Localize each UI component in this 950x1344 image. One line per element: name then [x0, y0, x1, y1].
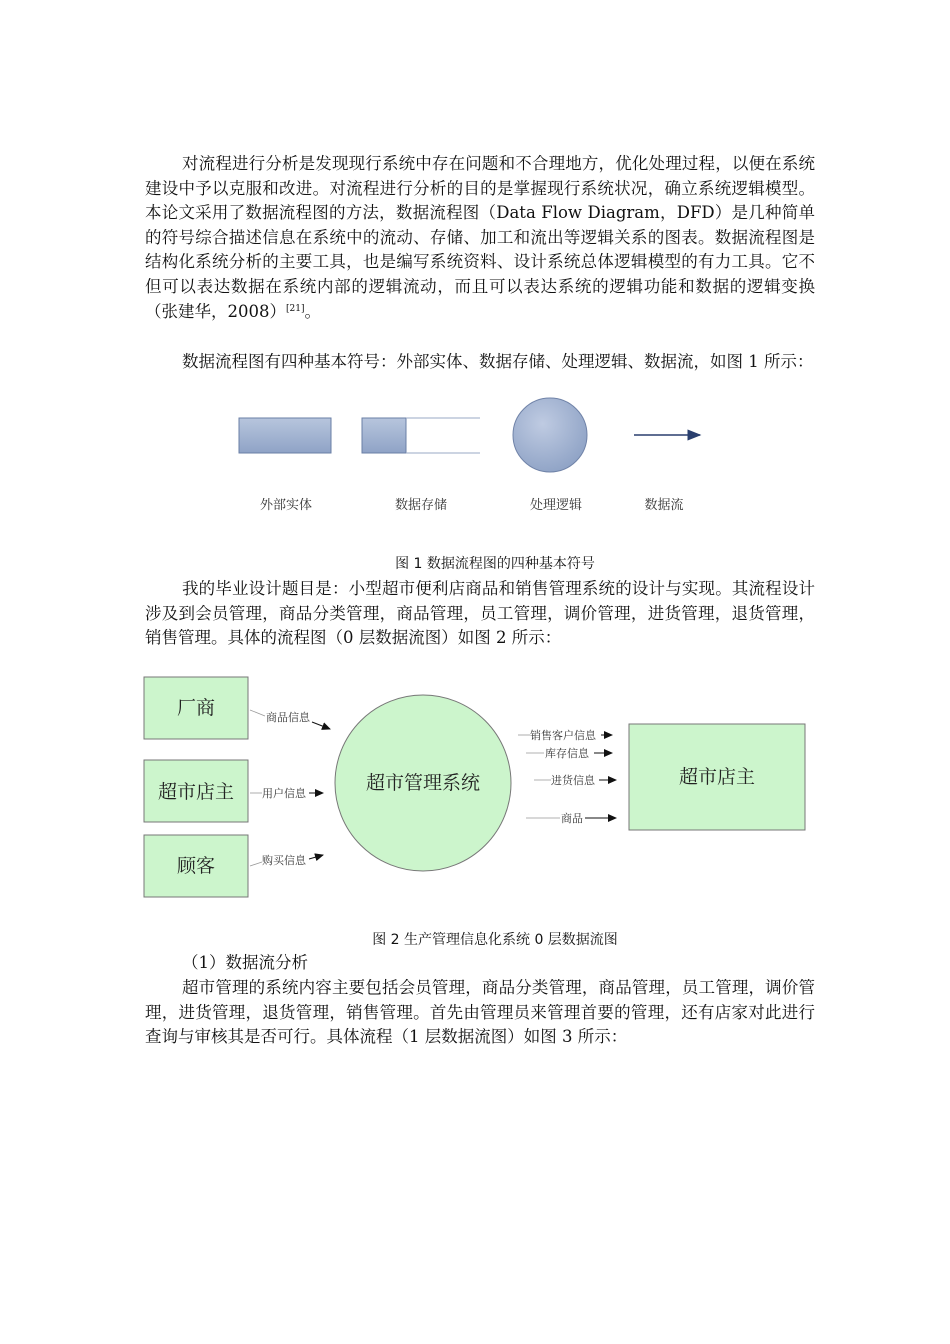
flow-in-user-info [250, 786, 323, 800]
flow-in-purchase-info [250, 853, 323, 867]
flow-out-goods-label: 商品 [561, 812, 583, 825]
flow-out-purchase-in-info [534, 773, 616, 787]
paragraph-system-content: 超市管理的系统内容主要包括会员管理，商品分类管理，商品管理，员工管理，调价管理，进货管理，退货管理，销售管理。首先由管理员来管理首要的管理，还有店家对此进行查询与审核其是否可行。具体流程（1 层数据流图）如图 3 所示： [145, 978, 815, 1047]
data-store-symbol [362, 418, 480, 453]
external-entity-symbol [239, 418, 331, 453]
figure2-dfd [0, 660, 950, 910]
flow-out-inventory-info-label: 库存信息 [545, 747, 589, 760]
paragraph-text: 对流程进行分析是发现现行系统中存在问题和不合理地方，优化处理过程，以便在系统建设中予以克服和改进。对流程进行分析的目的是掌握现行系统状况，确立系统逻辑模型。本论文采用了数据流程图的方法，数据流程图（Data Flow Diagram，DFD）是几种简单的符号综合描述信息在系统中的流动、存储、加工和流出等逻辑关系的图表。数据流程图是结构化系统分析的主要工具，也是编写系统资料、设计系统总体逻辑模型的有力工具。它不但可以表达数据在系统内部的逻辑流动，而且可以表达系统的逻辑功能和数据的逻辑变换（张建华，2008） [145, 154, 815, 321]
flow-out-sales-customer-info [518, 728, 612, 742]
label-data-flow: 数据流 [644, 498, 684, 513]
section-heading-flow-analysis: （1）数据流分析 [182, 953, 308, 972]
label-process-logic: 处理逻辑 [529, 498, 583, 513]
paragraph-end: 。 [304, 301, 321, 321]
figure1-symbols [0, 0, 950, 560]
flow-in-product-info-label: 商品信息 [266, 711, 310, 724]
entity-owner-right-label: 超市店主 [678, 766, 756, 788]
label-external-entity: 外部实体 [259, 498, 313, 513]
entity-customer-label: 顾客 [176, 855, 216, 877]
process-logic-symbol [513, 398, 587, 472]
flow-in-purchase-info-label: 购买信息 [262, 854, 306, 867]
figure2-caption: 图 2 生产管理信息化系统 0 层数据流图 [372, 932, 618, 948]
paragraph-symbols: 数据流程图有四种基本符号：外部实体、数据存储、处理逻辑、数据流，如图 1 所示： [182, 352, 814, 371]
process-system-label: 超市管理系统 [365, 772, 481, 794]
figure1-caption: 图 1 数据流程图的四种基本符号 [395, 556, 595, 572]
citation: [21] [286, 303, 305, 314]
paragraph-project-intro: 我的毕业设计题目是：小型超市便利店商品和销售管理系统的设计与实现。其流程设计涉及到会员管理，商品分类管理，商品管理，员工管理，调价管理，进货管理，退货管理，销售管理。具体的流程图（0 层数据流图）如图 2 所示： [145, 579, 815, 648]
label-data-store: 数据存储 [394, 498, 448, 513]
flow-out-inventory-info [526, 746, 612, 760]
flow-out-sales-customer-info-label: 销售客户信息 [530, 729, 596, 742]
flow-in-product-info [250, 710, 330, 729]
flow-in-user-info-label: 用户信息 [262, 787, 306, 800]
entity-owner-left-label: 超市店主 [157, 781, 235, 803]
flow-out-purchase-in-info-label: 进货信息 [551, 774, 595, 787]
entity-vendor-label: 厂商 [176, 697, 216, 719]
flow-out-goods [526, 811, 616, 825]
